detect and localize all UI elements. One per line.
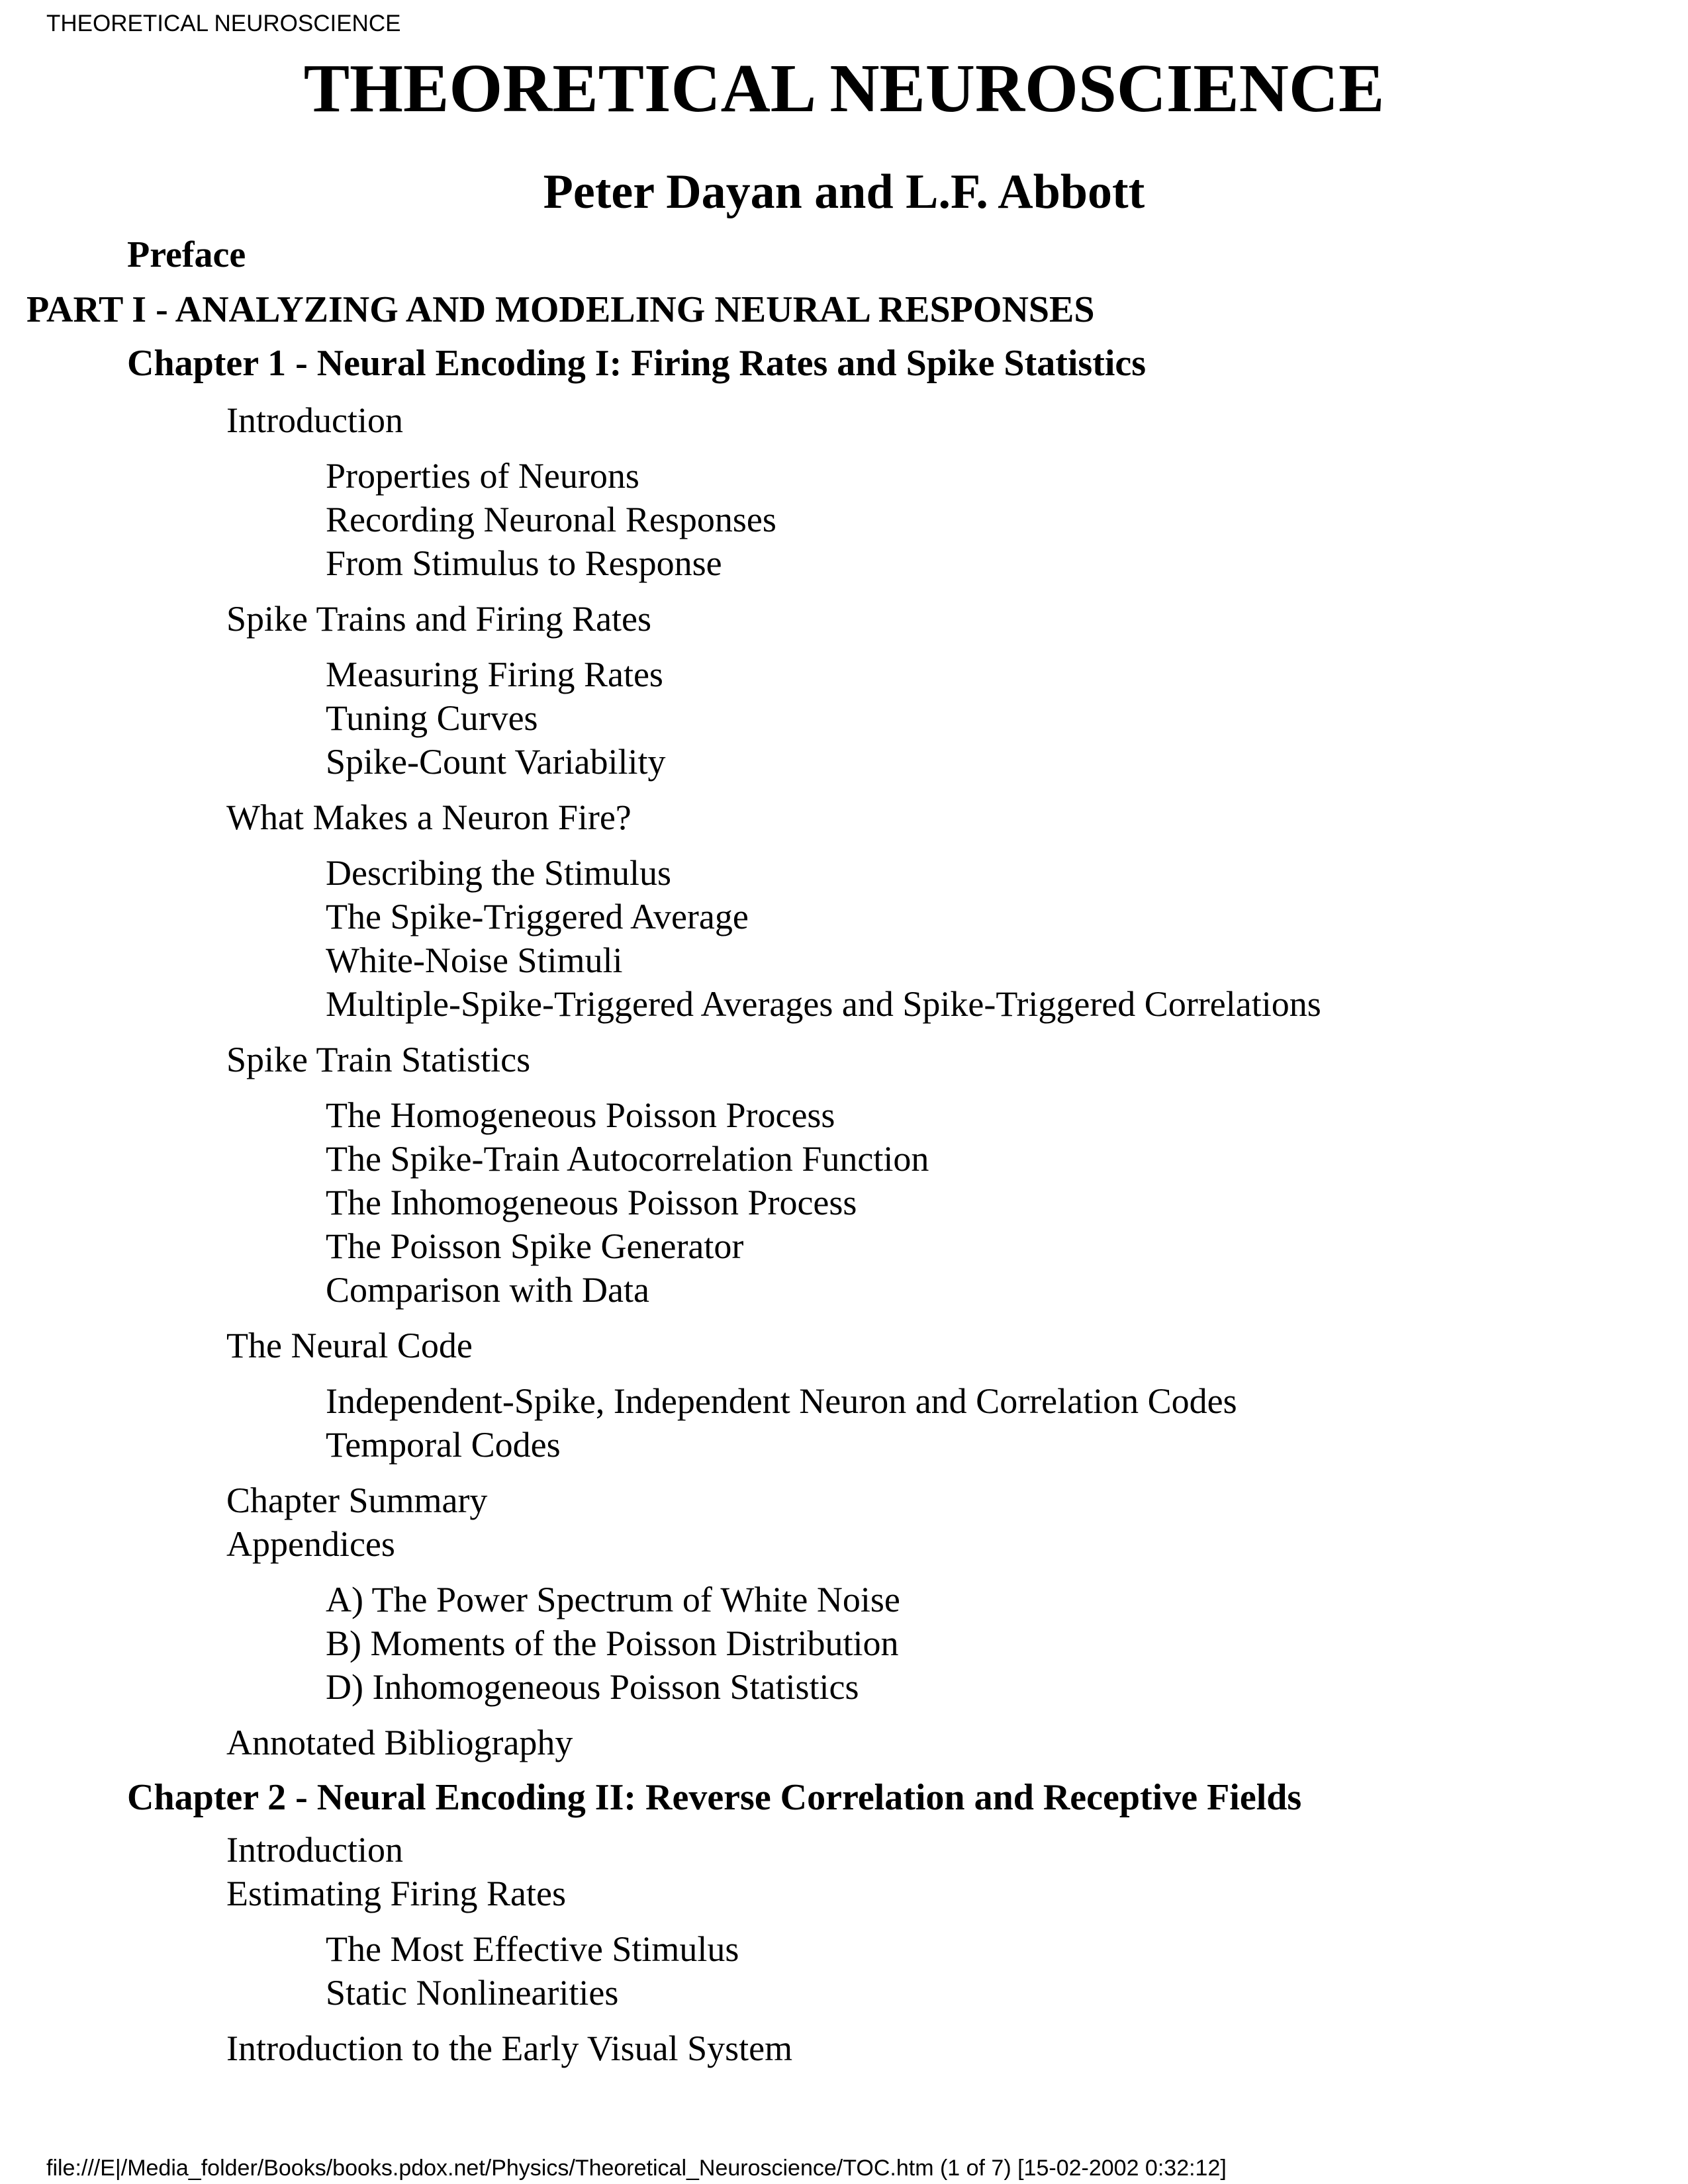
toc-ch1-multiple-spike-averages[interactable]: Multiple-Spike-Triggered Averages and Spike-Triggered Correlations xyxy=(326,984,1321,1024)
toc-chapter-2[interactable]: Chapter 2 - Neural Encoding II: Reverse Correlation and Receptive Fields xyxy=(127,1777,1302,1818)
toc-ch1-homogeneous-poisson[interactable]: The Homogeneous Poisson Process xyxy=(326,1095,835,1135)
toc-ch1-white-noise-stimuli[interactable]: White-Noise Stimuli xyxy=(326,940,623,980)
page-footer-url: file:///E|/Media_folder/Books/books.pdox.net/Physics/Theoretical_Neuroscience/TOC.htm (1 of 7) [15-02-2002 0:32:12] xyxy=(46,2156,1227,2181)
toc-ch1-describing-stimulus[interactable]: Describing the Stimulus xyxy=(326,853,671,893)
toc-ch2-estimating-firing-rates[interactable]: Estimating Firing Rates xyxy=(226,1874,566,1913)
toc-ch1-appendix-a[interactable]: A) The Power Spectrum of White Noise xyxy=(326,1580,900,1619)
toc-ch1-properties-of-neurons[interactable]: Properties of Neurons xyxy=(326,456,639,496)
toc-ch1-poisson-generator[interactable]: The Poisson Spike Generator xyxy=(326,1226,744,1266)
toc-ch1-temporal-codes[interactable]: Temporal Codes xyxy=(326,1425,561,1465)
toc-ch2-static-nonlinearities[interactable]: Static Nonlinearities xyxy=(326,1973,619,2013)
toc-ch1-chapter-summary[interactable]: Chapter Summary xyxy=(226,1480,488,1520)
book-authors: Peter Dayan and L.F. Abbott xyxy=(543,165,1145,219)
toc-ch1-independent-spike-codes[interactable]: Independent-Spike, Independent Neuron and Correlation Codes xyxy=(326,1381,1237,1421)
toc-ch1-appendices[interactable]: Appendices xyxy=(226,1524,395,1564)
toc-ch1-stimulus-to-response[interactable]: From Stimulus to Response xyxy=(326,543,722,583)
toc-ch1-comparison-with-data[interactable]: Comparison with Data xyxy=(326,1270,649,1310)
toc-ch1-recording-responses[interactable]: Recording Neuronal Responses xyxy=(326,500,776,539)
toc-part-1[interactable]: PART I - ANALYZING AND MODELING NEURAL RESPONSES xyxy=(26,289,1095,330)
toc-ch1-spike-train-statistics[interactable]: Spike Train Statistics xyxy=(226,1040,531,1079)
toc-ch1-what-makes-neuron-fire[interactable]: What Makes a Neuron Fire? xyxy=(226,797,632,837)
toc-ch1-neural-code[interactable]: The Neural Code xyxy=(226,1326,473,1365)
toc-ch1-bibliography[interactable]: Annotated Bibliography xyxy=(226,1723,573,1762)
book-title: THEORETICAL NEUROSCIENCE xyxy=(303,50,1385,126)
toc-ch1-spike-trains[interactable]: Spike Trains and Firing Rates xyxy=(226,599,652,639)
toc-chapter-1[interactable]: Chapter 1 - Neural Encoding I: Firing Rates and Spike Statistics xyxy=(127,343,1147,384)
toc-ch1-introduction[interactable]: Introduction xyxy=(226,400,403,440)
toc-ch1-spike-count-variability[interactable]: Spike-Count Variability xyxy=(326,742,666,782)
toc-ch2-early-visual-system[interactable]: Introduction to the Early Visual System xyxy=(226,2028,793,2068)
toc-preface[interactable]: Preface xyxy=(127,234,246,275)
page-header: THEORETICAL NEUROSCIENCE xyxy=(46,11,401,36)
toc-ch1-appendix-b[interactable]: B) Moments of the Poisson Distribution xyxy=(326,1623,899,1663)
toc-ch1-spike-triggered-average[interactable]: The Spike-Triggered Average xyxy=(326,897,749,936)
toc-ch2-introduction[interactable]: Introduction xyxy=(226,1830,403,1870)
toc-ch1-appendix-d[interactable]: D) Inhomogeneous Poisson Statistics xyxy=(326,1667,859,1707)
toc-ch1-measuring-firing-rates[interactable]: Measuring Firing Rates xyxy=(326,655,663,694)
toc-ch1-inhomogeneous-poisson[interactable]: The Inhomogeneous Poisson Process xyxy=(326,1183,857,1222)
toc-ch2-most-effective-stimulus[interactable]: The Most Effective Stimulus xyxy=(326,1929,739,1969)
toc-ch1-autocorrelation[interactable]: The Spike-Train Autocorrelation Function xyxy=(326,1139,929,1179)
toc-ch1-tuning-curves[interactable]: Tuning Curves xyxy=(326,698,538,738)
